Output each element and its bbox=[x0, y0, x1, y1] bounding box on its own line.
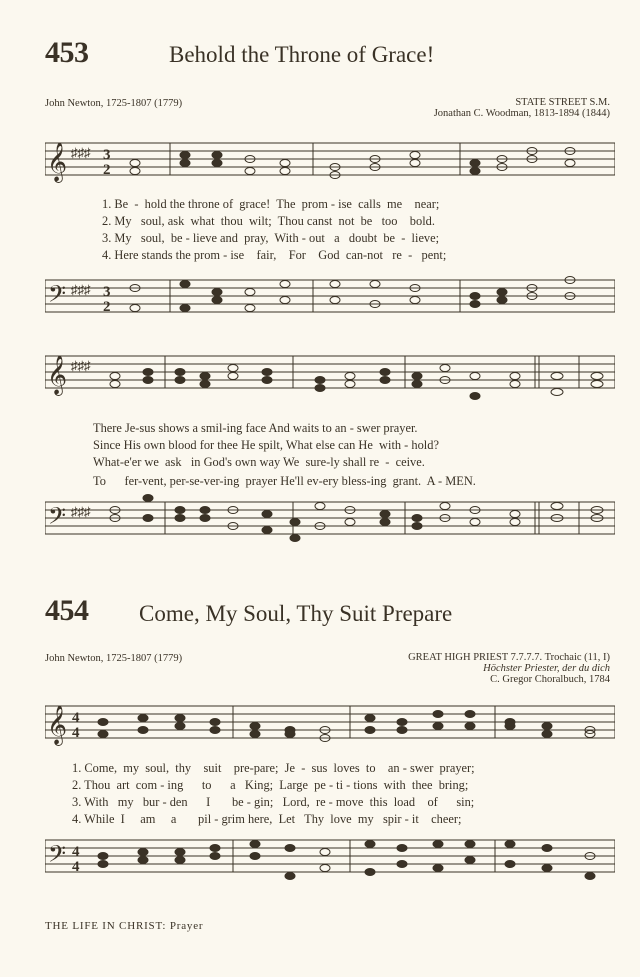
verse-line: 4. While I am a pil - grim here, Let Thy love my spir - it cheer; bbox=[72, 812, 462, 826]
amen-text: A - MEN. bbox=[426, 474, 476, 488]
verse-line: 2. My soul, ask what thou wilt; Thou canst not be too bold. bbox=[102, 214, 435, 228]
words-credit: John Newton, 1725-1807 (1779) bbox=[45, 653, 183, 664]
verse-line bbox=[93, 473, 476, 490]
words-credit: John Newton, 1725-1807 (1779) bbox=[45, 98, 183, 109]
verse-lyrics-line2 bbox=[93, 420, 476, 490]
verse-line: 3. With my bur - den I be - gin; Lord, re - move this load of sin; bbox=[72, 795, 475, 809]
hymn-number: 453 bbox=[45, 36, 89, 69]
verse-line: 2. Thou art com - ing to a King; Large pe - ti - tions with thee bring; bbox=[72, 778, 469, 792]
svg-text:4: 4 bbox=[72, 859, 80, 875]
svg-text:4: 4 bbox=[72, 725, 80, 741]
treble-staff bbox=[45, 348, 615, 400]
verse-line: There Je-sus shows a smil-ing face And waits to an - swer prayer. bbox=[93, 421, 418, 435]
svg-text:𝄞: 𝄞 bbox=[47, 705, 68, 745]
svg-text:3: 3 bbox=[103, 147, 111, 163]
verse-line: What-e'er we ask in God's own way We sure-ly shall re - ceive. bbox=[93, 455, 425, 469]
bass-staff bbox=[45, 492, 615, 552]
hymn-title: Behold the Throne of Grace! bbox=[169, 42, 435, 67]
page-footer: THE LIFE IN CHRIST: Prayer bbox=[45, 920, 204, 932]
verse-line: 4. Here stands the prom - ise fair, For God can-not re - pent; bbox=[102, 248, 447, 262]
svg-text:2: 2 bbox=[103, 162, 111, 178]
svg-text:♯♯♯: ♯♯♯ bbox=[71, 504, 91, 519]
svg-text:𝄢: 𝄢 bbox=[48, 280, 67, 313]
verse-line: 1. Be - hold the throne of grace! The prom - ise calls me near; bbox=[102, 197, 440, 211]
svg-text:4: 4 bbox=[72, 844, 80, 860]
svg-text:♯♯♯: ♯♯♯ bbox=[71, 358, 91, 373]
verse-text: To fer-vent, per-se-ver-ing prayer He'll ev-ery bless-ing grant. bbox=[93, 474, 422, 488]
tune-name: STATE STREET S.M. bbox=[515, 97, 610, 108]
verse-line: Since His own blood for thee He spilt, What else can He with - hold? bbox=[93, 438, 439, 452]
bass-staff bbox=[45, 270, 615, 330]
bass-staff bbox=[45, 830, 615, 890]
composer-credit: Jonathan C. Woodman, 1813-1894 (1844) bbox=[433, 108, 610, 119]
svg-text:𝄞: 𝄞 bbox=[47, 142, 68, 182]
treble-staff bbox=[45, 135, 615, 187]
composer-credit: C. Gregor Choralbuch, 1784 bbox=[490, 674, 610, 685]
hymn-title: Come, My Soul, Thy Suit Prepare bbox=[139, 601, 453, 626]
verse-lyrics-line1 bbox=[102, 196, 446, 264]
verse-line: 1. Come, my soul, thy suit pre-pare; Je - sus loves to an - swer prayer; bbox=[72, 761, 475, 775]
svg-text:♯♯♯: ♯♯♯ bbox=[71, 145, 91, 160]
svg-text:2: 2 bbox=[103, 299, 111, 315]
tune-source: Höchster Priester, der du dich bbox=[483, 663, 610, 674]
hymn-number: 454 bbox=[45, 594, 89, 627]
svg-text:4: 4 bbox=[72, 710, 80, 726]
verse-lyrics bbox=[72, 760, 475, 828]
svg-text:𝄞: 𝄞 bbox=[47, 355, 68, 395]
svg-text:𝄢: 𝄢 bbox=[48, 840, 67, 873]
verse-line: 3. My soul, be - lieve and pray, With - out a doubt be - lieve; bbox=[102, 231, 440, 245]
svg-text:♯♯♯: ♯♯♯ bbox=[71, 282, 91, 297]
svg-text:𝄢: 𝄢 bbox=[48, 502, 67, 535]
tune-name: GREAT HIGH PRIEST 7.7.7.7. Trochaic (11, I) bbox=[408, 652, 610, 663]
treble-staff bbox=[45, 698, 615, 750]
svg-text:3: 3 bbox=[103, 284, 111, 300]
